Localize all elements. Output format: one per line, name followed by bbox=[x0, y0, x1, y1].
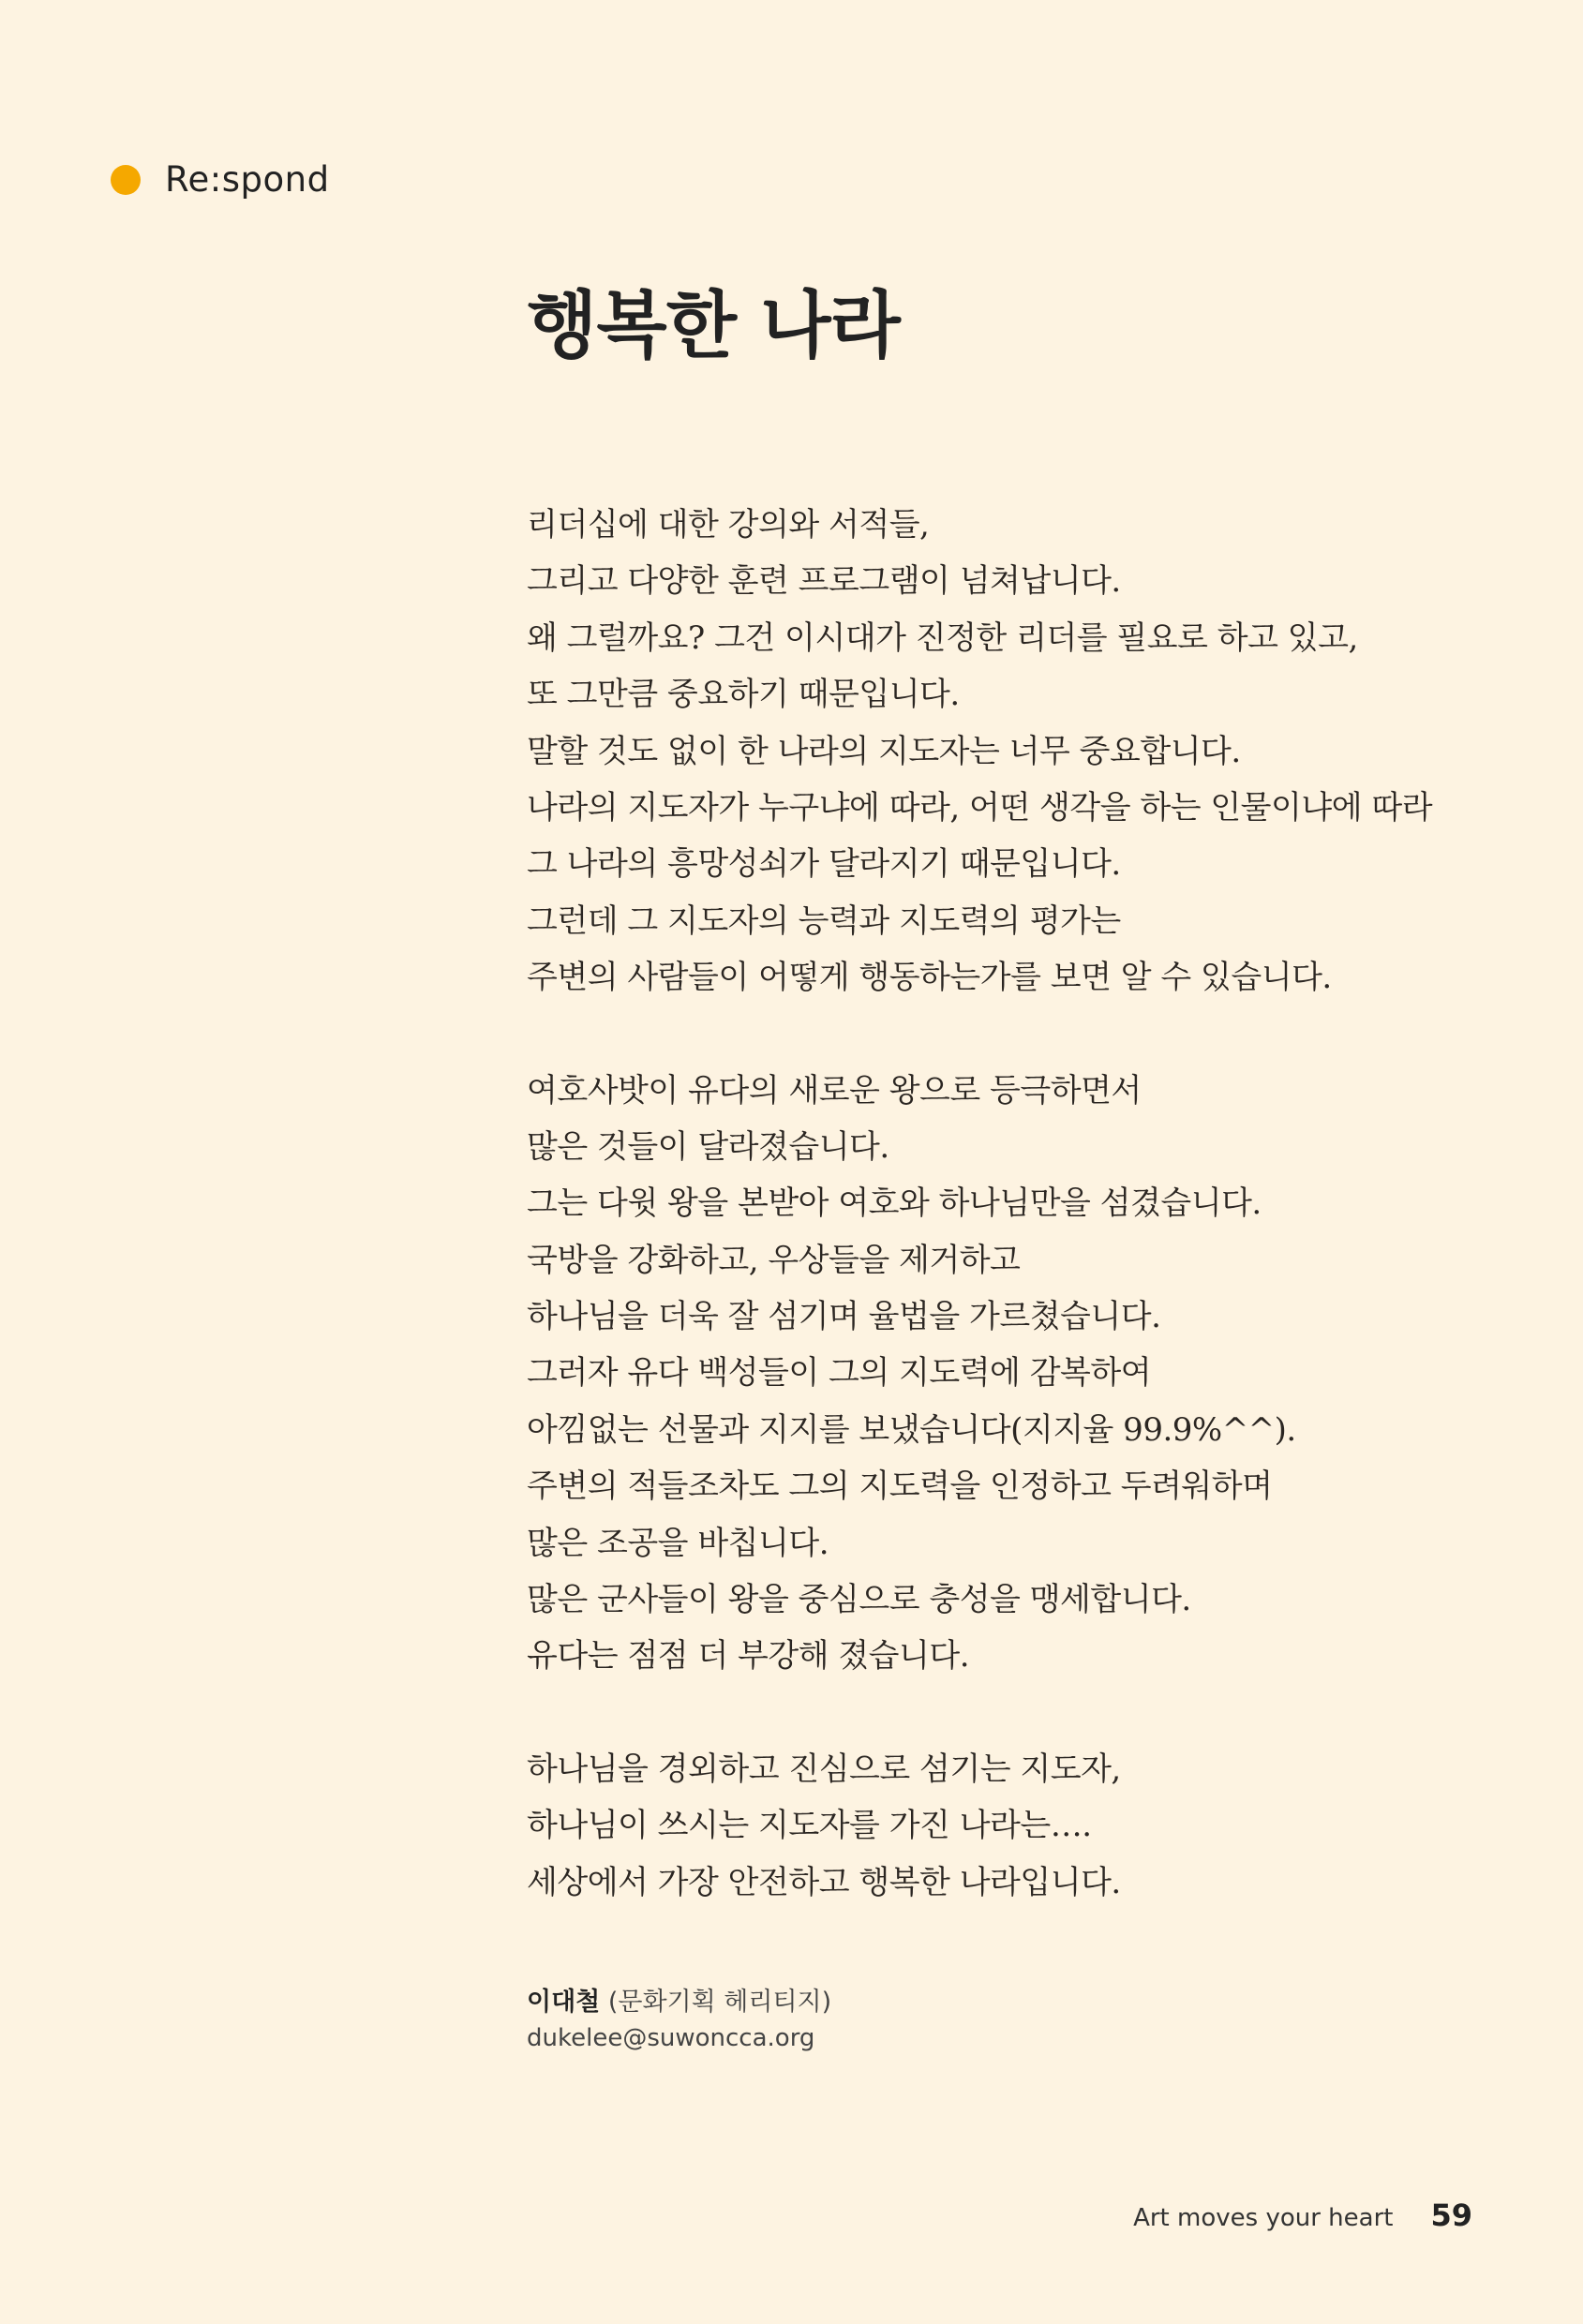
text-line: 리더십에 대한 강의와 서적들, bbox=[527, 506, 930, 544]
text-line: 여호사밧이 유다의 새로운 왕으로 등극하면서 bbox=[527, 1071, 1142, 1110]
text-line: 하나님이 쓰시는 지도자를 가진 나라는…. bbox=[527, 1807, 1092, 1845]
paragraph bbox=[527, 497, 1464, 1006]
section-tag bbox=[111, 159, 330, 200]
text-line: 그 나라의 흥망성쇠가 달라지기 때문입니다. bbox=[527, 845, 1121, 884]
article-title: 행복한 나라 bbox=[527, 283, 900, 368]
text-line: 그는 다윗 왕을 본받아 여호와 하나님만을 섬겼습니다. bbox=[527, 1184, 1262, 1223]
text-line: 유다는 점점 더 부강해 졌습니다. bbox=[527, 1637, 970, 1676]
author-email[interactable]: dukelee@suwoncca.org bbox=[527, 2024, 815, 2052]
author-org: (문화기획 헤리티지) bbox=[607, 1988, 832, 2017]
text-line: 왜 그럴까요? 그건 이시대가 진정한 리더를 필요로 하고 있고, bbox=[527, 618, 1358, 657]
text-line: 하나님을 경외하고 진심으로 섬기는 지도자, bbox=[527, 1750, 1121, 1788]
text-line: 국방을 강화하고, 우상들을 제거하고 bbox=[527, 1241, 1021, 1279]
paragraph bbox=[527, 1063, 1464, 1685]
paragraph bbox=[527, 1741, 1464, 1911]
article-body bbox=[527, 497, 1464, 1967]
page-number: 59 bbox=[1430, 2197, 1472, 2233]
text-line: 세상에서 가장 안전하고 행복한 나라입니다. bbox=[527, 1863, 1121, 1901]
text-line: 주변의 사람들이 어떻게 행동하는가를 보면 알 수 있습니다. bbox=[527, 959, 1332, 997]
text-line: 아낌없는 선물과 지지를 보냈습니다(지지율 99.9%^^). bbox=[527, 1410, 1296, 1449]
text-line: 많은 조공을 바칩니다. bbox=[527, 1524, 829, 1562]
text-line: 그리고 다양한 훈련 프로그램이 넘쳐납니다. bbox=[527, 562, 1121, 601]
footer-tagline: Art moves your heart bbox=[1133, 2204, 1394, 2232]
text-line: 또 그만큼 중요하기 때문입니다. bbox=[527, 676, 960, 714]
text-line: 그러자 유다 백성들이 그의 지도력에 감복하여 bbox=[527, 1354, 1152, 1393]
text-line: 나라의 지도자가 누구냐에 따라, 어떤 생각을 하는 인물이냐에 따라 bbox=[527, 788, 1433, 827]
section-label: Re:spond bbox=[165, 159, 330, 200]
author-block bbox=[527, 1985, 831, 2056]
text-line: 많은 군사들이 왕을 중심으로 충성을 맹세합니다. bbox=[527, 1581, 1191, 1619]
page-footer bbox=[1133, 2197, 1472, 2233]
text-line: 많은 것들이 달라졌습니다. bbox=[527, 1127, 889, 1166]
text-line: 그런데 그 지도자의 능력과 지도력의 평가는 bbox=[527, 901, 1121, 940]
section-dot-icon bbox=[111, 165, 141, 195]
author-name: 이대철 bbox=[527, 1988, 601, 2017]
text-line: 말할 것도 없이 한 나라의 지도자는 너무 중요합니다. bbox=[527, 732, 1241, 770]
text-line: 주변의 적들조차도 그의 지도력을 인정하고 두려워하며 bbox=[527, 1467, 1273, 1506]
text-line: 하나님을 더욱 잘 섬기며 율법을 가르쳤습니다. bbox=[527, 1298, 1161, 1336]
